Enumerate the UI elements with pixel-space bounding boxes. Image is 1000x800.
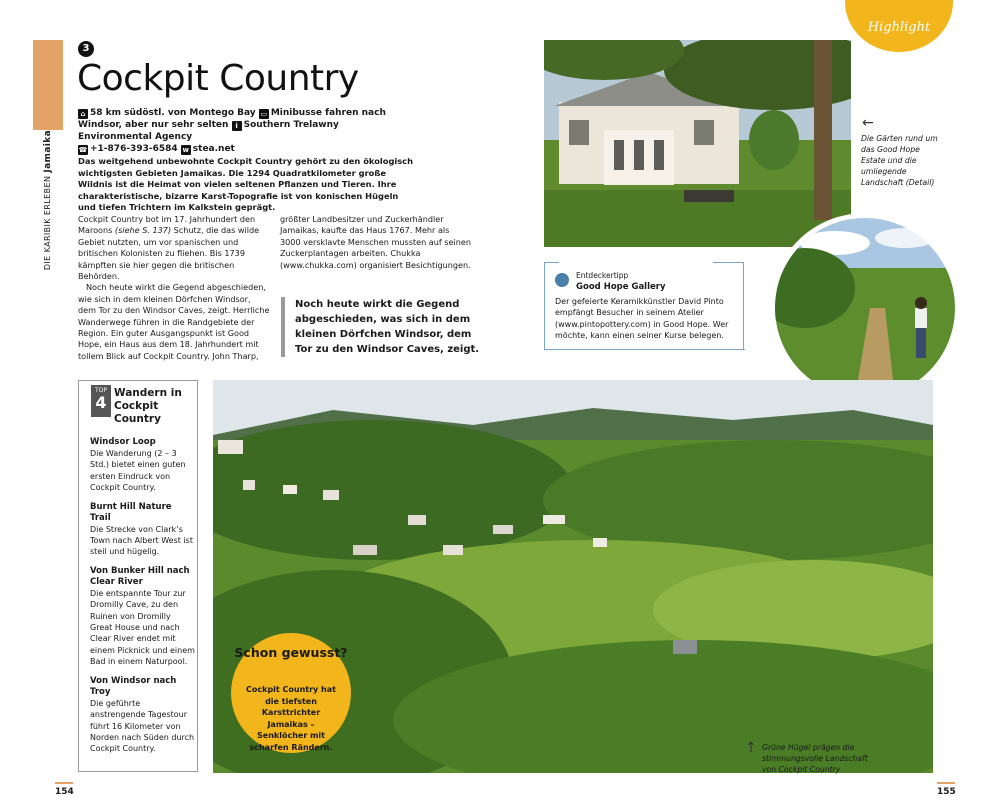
- web-icon: w: [182, 146, 190, 154]
- info-distance: 58 km südöstl. von Montego Bay: [90, 108, 256, 118]
- cross-reference: (siehe S. 137): [114, 225, 172, 236]
- search-icon: [555, 273, 569, 287]
- list-item: [90, 566, 195, 668]
- tip-kicker: Entdeckertipp: [576, 271, 629, 280]
- fact-title: Schon gewusst?: [234, 645, 348, 660]
- body-column-2: größter Landbesitzer und Zuckerhändler Jamaikas, kaufte das Haus 1767. Mehr als 3000 versklavte Menschen mussten auf seinen Zuckerplantagen arbeiten. Chukka (www.chukka.com) organisiert Besichtigungen.: [280, 214, 471, 270]
- sight-number-badge: 3: [78, 41, 94, 57]
- phone-icon: ☎: [78, 146, 88, 154]
- hike-name: Von Windsor nach Troy: [90, 675, 177, 697]
- hike-description: Die entspannte Tour zur Dromilly Cave, zu den Ruinen von Dromilly Great House und nach Clear River endet mit einem Picknick und einem Bad in einem Naturpool.: [90, 588, 195, 667]
- top-badge: [91, 385, 111, 417]
- page-number-left: 154: [55, 787, 74, 797]
- page-title: Cockpit Country: [77, 58, 359, 99]
- hike-name: Von Bunker Hill nach Clear River: [90, 565, 190, 587]
- body-column-1: [78, 214, 270, 362]
- top-badge-label: TOP: [94, 387, 107, 394]
- hikes-list: [90, 437, 195, 763]
- pull-quote: Noch heute wirkt die Gegend abgeschieden, was sich in dem kleinen Dörfchen Windsor, dem Tor zu den Windsor Caves, zeigt.: [281, 297, 485, 357]
- info-bus: Minibusse fahren nach Windsor, aber nur sehr selten: [78, 108, 386, 130]
- body-paragraph-1: [78, 214, 270, 282]
- list-item: [90, 437, 195, 494]
- section-label-main: Jamaika: [43, 129, 53, 173]
- bus-icon: ▭: [260, 110, 268, 118]
- trail-photo: [770, 213, 960, 403]
- hike-description: Die geführte anstrengende Tagestour führt 16 Kilometer von Norden nach Süden durch Cockpit Country.: [90, 698, 195, 754]
- tip-title: Good Hope Gallery: [576, 282, 666, 292]
- info-office: Southern Trelawny Environmental Agency: [78, 120, 339, 142]
- intro-text: Das weitgehend unbewohnte Cockpit Country gehört zu den ökologisch wichtigsten Gebieten Jamaikas. Die 1294 Quadratkilometer große Wildnis ist die Heimat von vielen seltenen Pflanzen und Tieren. Ihre charakteristische, bizarre Karst-Topografie ist von konischen Hügeln und tiefen Trichtern im Kalkstein geprägt.: [78, 156, 413, 212]
- arrow-left-icon: ←: [862, 115, 874, 131]
- location-icon: ⌂: [78, 109, 88, 119]
- arrow-up-icon: ↑: [745, 740, 757, 756]
- highlight-label: Highlight: [867, 20, 931, 35]
- hike-description: Die Wanderung (2 – 3 Std.) bietet einen guten ersten Eindruck von Cockpit Country.: [90, 449, 186, 493]
- info-block: [78, 107, 408, 155]
- section-label-prefix: DIE KARIBIK ERLEBEN: [43, 175, 52, 271]
- section-label: [43, 130, 53, 270]
- hike-name: Windsor Loop: [90, 437, 156, 447]
- fact-text: Cockpit Country hat die tiefsten Karsttrichter Jamaikas – Senklöcher mit scharfen Rändern.: [246, 685, 336, 752]
- body-paragraph-2: Noch heute wirkt die Gegend abgeschieden, wie sich in dem kleinen Dörfchen Windsor, dem Tor zu den Windsor Caves, zeigt. Herrliche Wanderwege führen in die Randgebiete der Region. Ein guter Ausgangspunkt ist Good Hope, ein Haus aus dem 18. Jahrhundert mit tollem Blick auf Cockpit Country. John Tharp,: [78, 282, 270, 361]
- body-text: Schutz, die das wilde Gebiet nutzten, um vor spanischen und britischen Kolonisten zu fliehen. Bis 1739 kämpften sie hier gegen die britischen Behörden.: [78, 225, 260, 282]
- info-icon: i: [232, 121, 242, 131]
- page-number-rule-right: [937, 782, 955, 784]
- page-number-rule-left: [55, 782, 73, 784]
- section-color-tab: [33, 40, 63, 130]
- list-item: [90, 502, 195, 558]
- info-web[interactable]: stea.net: [192, 144, 235, 154]
- page-number-right: 155: [937, 787, 956, 797]
- house-photo: [544, 40, 851, 247]
- top-badge-number: 4: [95, 393, 107, 412]
- hikes-title: Wandern in Cockpit Country: [114, 387, 182, 425]
- house-caption: Die Gärten rund um das Good Hope Estate und die umliegende Landschaft (Detail): [861, 134, 938, 187]
- hike-name: Burnt Hill Nature Trail: [90, 501, 172, 523]
- body-text: Cockpit Country bot im 17. Jahrhundert den Maroons: [78, 214, 256, 236]
- info-phone[interactable]: +1-876-393-6584: [90, 144, 178, 154]
- landscape-caption: Grüne Hügel prägen die stimmungsvolle Landschaft von Cockpit Country: [762, 743, 868, 774]
- hike-description: Die Strecke von Clark’s Town nach Albert West ist steil und hügelig.: [90, 524, 193, 557]
- list-item: [90, 676, 195, 755]
- tip-body: Der gefeierte Keramikkünstler David Pinto empfängt Besucher in seinem Atelier (www.pintopottery.com) in Good Hope. Wer möchte, kann einen seiner Kurse belegen.: [555, 297, 729, 341]
